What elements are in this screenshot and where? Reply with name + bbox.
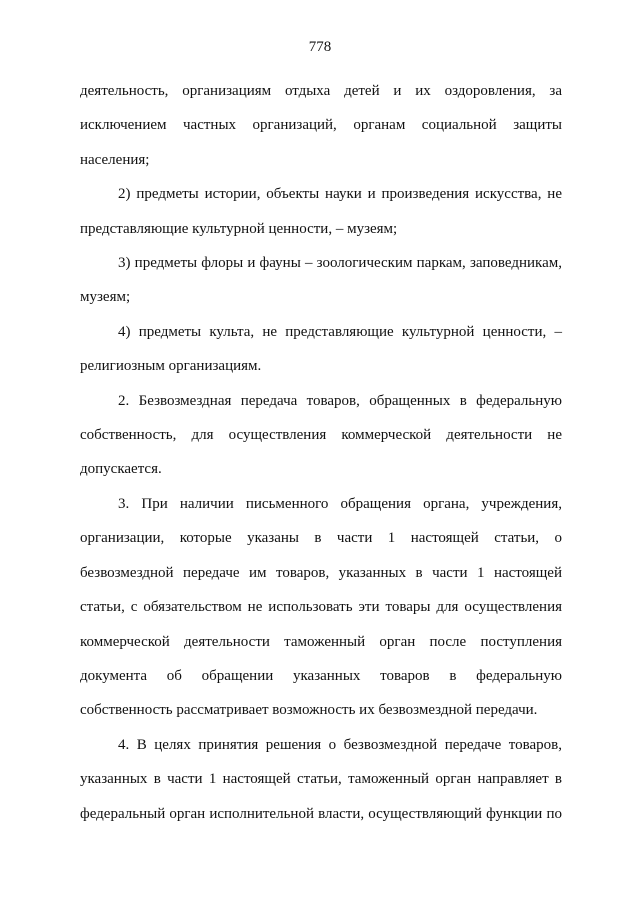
paragraph-item-4: 4) предметы культа, не представляющие культурной ценности, – религиозным организациям. bbox=[80, 323, 562, 375]
paragraph-part-2: 2. Безвозмездная передача товаров, обращенных в федеральную собственность, для осуществления коммерческой деятельности не допускается. bbox=[80, 392, 562, 478]
paragraph-item-2: 2) предметы истории, объекты науки и произведения искусства, не представляющие культурной ценности, – музеям; bbox=[80, 186, 562, 237]
paragraph-part-3: 3. При наличии письменного обращения органа, учреждения, организации, которые указаны в части 1 настоящей статьи, о безвозмездной передаче им товаров, указанных в части 1 настоящей статьи, с обязательством не использовать эти товары для осуществления коммерческой деятельности таможенный орган после поступления документа об обращении указанных товаров в федеральную собственность рассматривает возможность их безвозмездной передачи. bbox=[80, 495, 562, 719]
paragraph-item-3: 3) предметы флоры и фауны – зоологическим паркам, заповедникам, музеям; bbox=[80, 255, 562, 306]
document-body bbox=[80, 74, 562, 831]
paragraph-part-4: 4. В целях принятия решения о безвозмездной передаче товаров, указанных в части 1 настоящей статьи, таможенный орган направляет в федеральный орган исполнительной власти, осуществляющий функции по bbox=[80, 736, 562, 822]
paragraph-continuation: деятельность, организациям отдыха детей и их оздоровления, за исключением частных организаций, органам социальной защиты населения; bbox=[80, 83, 562, 168]
page-number: 778 bbox=[308, 39, 332, 55]
